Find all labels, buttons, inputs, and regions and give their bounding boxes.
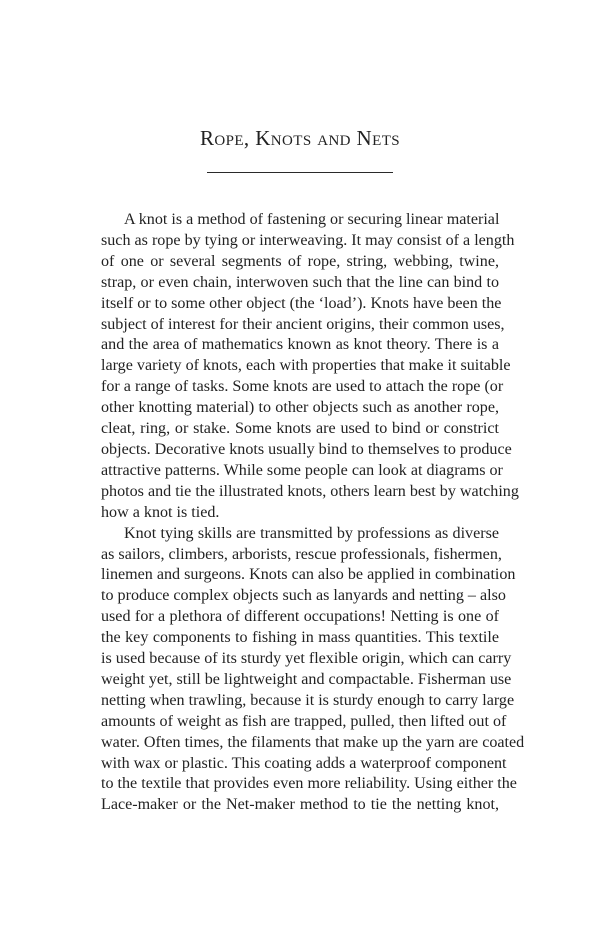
text-line: other knotting material) to other objects such as another rope, [101, 399, 499, 417]
text-line: amounts of weight as fish are trapped, pulled, then lifted out of [101, 712, 507, 730]
text-line: is used because of its sturdy yet flexible origin, which can carry [101, 650, 512, 668]
paragraph-2 [101, 524, 525, 817]
text-line: photos and tie the illustrated knots, others learn best by watching [101, 482, 519, 500]
text-line: netting when trawling, because it is sturdy enough to carry large [101, 691, 515, 709]
text-line: Knot tying skills are transmitted by professions as diverse [124, 524, 499, 542]
body-text [101, 210, 525, 816]
text-line: strap, or even chain, interwoven such that the line can bind to [101, 273, 499, 291]
text-line: cleat, ring, or stake. Some knots are used to bind or constrict [101, 420, 499, 438]
paragraph-1 [101, 210, 519, 524]
text-line: with wax or plastic. This coating adds a waterproof component [101, 754, 507, 772]
text-line: weight yet, still be lightweight and compactable. Fisherman use [101, 670, 512, 688]
text-line: to produce complex objects such as lanyards and netting – also [101, 587, 506, 605]
text-line: for a range of tasks. Some knots are used to attach the rope (or [101, 378, 504, 396]
text-line: water. Often times, the filaments that make up the yarn are coated [101, 733, 525, 751]
text-line: how a knot is tied. [101, 503, 220, 521]
text-line: large variety of knots, each with properties that make it suitable [101, 357, 511, 375]
text-line: as sailors, climbers, arborists, rescue professionals, fishermen, [101, 545, 502, 563]
text-line: the key components to fishing in mass quantities. This textile [101, 629, 499, 647]
text-line: and the area of mathematics known as knot theory. There is a [101, 336, 499, 354]
text-line: subject of interest for their ancient origins, their common uses, [101, 315, 505, 333]
text-line: A knot is a method of fastening or securing linear material [124, 211, 500, 228]
text-line: objects. Decorative knots usually bind to themselves to produce [101, 440, 512, 458]
chapter-title: Rope, Knots and Nets [199, 126, 400, 150]
text-line: to the textile that provides even more reliability. Using either the [101, 775, 517, 793]
text-line: itself or to some other object (the ‘load’). Knots have been the [101, 294, 502, 312]
text-line: linemen and surgeons. Knots can also be applied in combination [101, 566, 516, 584]
text-line: such as rope by tying or interweaving. It may consist of a length [101, 231, 515, 249]
text-line: of one or several segments of rope, string, webbing, twine, [101, 252, 499, 270]
title-divider [207, 172, 393, 173]
text-line: Lace-maker or the Net-maker method to tie the netting knot, [101, 796, 499, 814]
text-line: attractive patterns. While some people can look at diagrams or [101, 461, 503, 479]
text-line: used for a plethora of different occupations! Netting is one of [101, 608, 499, 626]
